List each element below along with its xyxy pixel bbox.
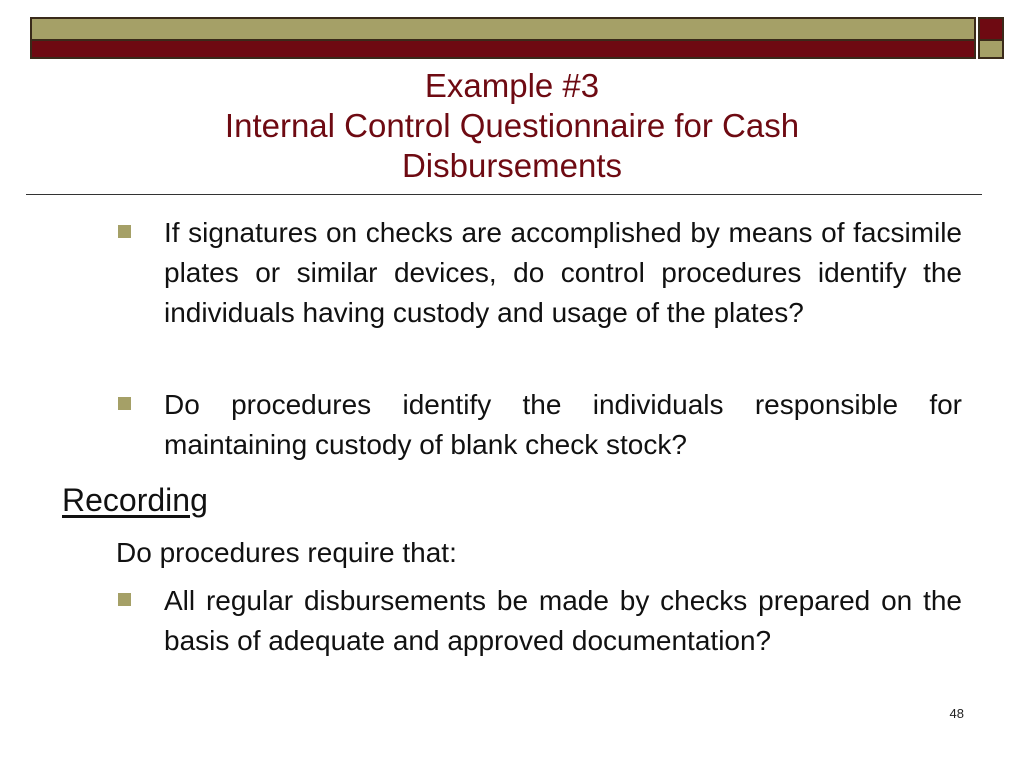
corner-block-maroon bbox=[978, 17, 1004, 41]
section-lead-text: Do procedures require that: bbox=[116, 537, 457, 568]
title-line-2: Internal Control Questionnaire for Cash bbox=[224, 107, 800, 144]
corner-block-olive bbox=[978, 41, 1004, 59]
bullet-text: Do procedures identify the individuals responsible for maintaining custody of blank check stock? bbox=[164, 389, 962, 460]
bullet-square-icon bbox=[118, 397, 131, 410]
title-line-1: Example #3 bbox=[424, 67, 600, 104]
bullet-square-icon bbox=[118, 593, 131, 606]
bullet-text: All regular disbursements be made by checks prepared on the basis of adequate and approved documentation? bbox=[164, 585, 962, 656]
slide-title bbox=[40, 66, 984, 186]
title-divider bbox=[26, 194, 982, 195]
bullet-square-icon bbox=[118, 225, 131, 238]
section-heading-recording: Recording bbox=[62, 482, 208, 518]
header-banner-maroon bbox=[30, 41, 976, 59]
bullet-text: If signatures on checks are accomplished by means of facsimile plates or similar devices, do control procedures identify the individuals having custody and usage of the plates? bbox=[164, 217, 962, 328]
header-banner-olive bbox=[30, 17, 976, 41]
page-number: 48 bbox=[949, 706, 964, 721]
title-line-3: Disbursements bbox=[401, 147, 623, 184]
